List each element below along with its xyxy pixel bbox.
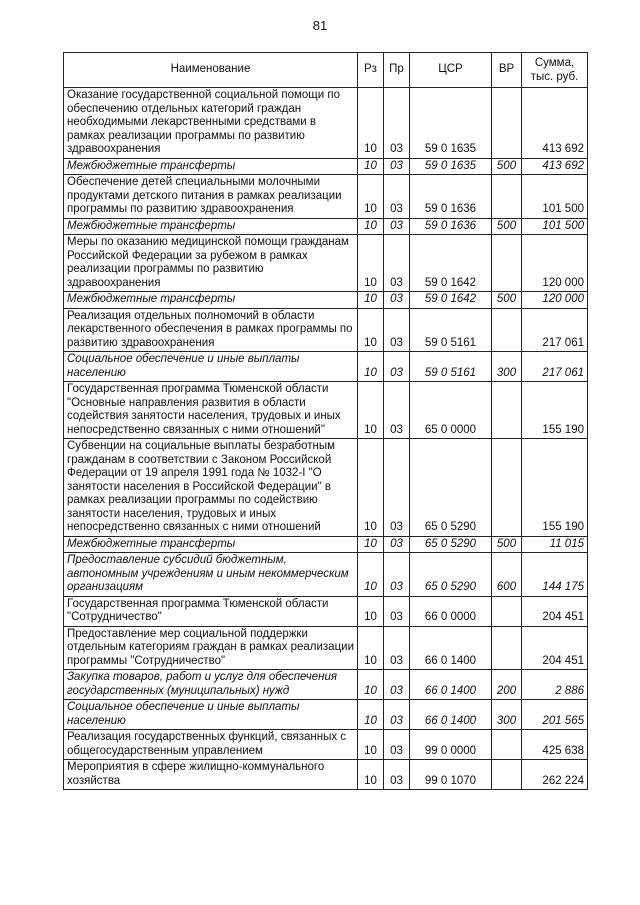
cell-csr: 59 0 1642 <box>410 292 492 309</box>
table-row <box>64 218 588 235</box>
cell-vr <box>492 439 522 537</box>
table-row <box>64 235 588 292</box>
cell-name: Обеспечение детей специальными молочными продуктами детского питания в рамках реализации программы по развитию здравоохранения <box>64 175 358 219</box>
header-sum-line1: Сумма, <box>534 57 575 69</box>
cell-name: Межбюджетные трансферты <box>64 292 358 309</box>
cell-pr: 03 <box>384 308 410 352</box>
cell-vr <box>492 308 522 352</box>
header-sum <box>522 53 588 88</box>
cell-csr: 59 0 1642 <box>410 235 492 292</box>
cell-csr: 66 0 1400 <box>410 670 492 700</box>
cell-name: Мероприятия в сфере жилищно-коммунального хозяйства <box>64 760 358 790</box>
cell-pr: 03 <box>384 730 410 760</box>
cell-rz: 10 <box>358 626 384 670</box>
cell-rz: 10 <box>358 158 384 175</box>
cell-pr: 03 <box>384 553 410 597</box>
cell-pr: 03 <box>384 700 410 730</box>
cell-vr: 500 <box>492 158 522 175</box>
cell-sum: 413 692 <box>522 158 588 175</box>
cell-csr: 65 0 5290 <box>410 439 492 537</box>
cell-vr: 300 <box>492 352 522 382</box>
table-row <box>64 158 588 175</box>
cell-name: Закупка товаров, работ и услуг для обеспечения государственных (муниципальных) нужд <box>64 670 358 700</box>
cell-pr: 03 <box>384 760 410 790</box>
cell-rz: 10 <box>358 670 384 700</box>
cell-pr: 03 <box>384 88 410 159</box>
table-row <box>64 308 588 352</box>
cell-csr: 59 0 1636 <box>410 175 492 219</box>
cell-name: Государственная программа Тюменской области "Основные направления развития в области содействия занятости населения, трудовых и иных непосредственно связанных с ними отношений" <box>64 382 358 439</box>
budget-table <box>63 52 588 790</box>
cell-sum: 413 692 <box>522 88 588 159</box>
cell-name: Государственная программа Тюменской области "Сотрудничество" <box>64 596 358 626</box>
cell-rz: 10 <box>358 175 384 219</box>
cell-sum: 2 886 <box>522 670 588 700</box>
cell-name: Меры по оказанию медицинской помощи гражданам Российской Федерации за рубежом в рамках реализации программы по развитию здравоохранения <box>64 235 358 292</box>
table-row <box>64 626 588 670</box>
table-row <box>64 596 588 626</box>
cell-pr: 03 <box>384 218 410 235</box>
table-row <box>64 292 588 309</box>
cell-csr: 59 0 5161 <box>410 308 492 352</box>
cell-sum: 11 015 <box>522 536 588 553</box>
cell-rz: 10 <box>358 292 384 309</box>
cell-sum: 120 000 <box>522 235 588 292</box>
cell-name: Предоставление субсидий бюджетным, автономным учреждениям и иным некоммерческим организациям <box>64 553 358 597</box>
cell-name: Межбюджетные трансферты <box>64 158 358 175</box>
table-row <box>64 88 588 159</box>
cell-vr: 500 <box>492 536 522 553</box>
cell-sum: 155 190 <box>522 382 588 439</box>
cell-name: Межбюджетные трансферты <box>64 536 358 553</box>
cell-rz: 10 <box>358 439 384 537</box>
cell-rz: 10 <box>358 352 384 382</box>
cell-vr <box>492 235 522 292</box>
cell-rz: 10 <box>358 235 384 292</box>
cell-rz: 10 <box>358 730 384 760</box>
cell-rz: 10 <box>358 382 384 439</box>
cell-vr <box>492 88 522 159</box>
cell-name: Оказание государственной социальной помощи по обеспечению отдельных категорий граждан необходимыми лекарственными средствами в рамках реализации программы по развитию здравоохранения <box>64 88 358 159</box>
cell-pr: 03 <box>384 382 410 439</box>
cell-sum: 425 638 <box>522 730 588 760</box>
cell-csr: 59 0 1635 <box>410 88 492 159</box>
cell-rz: 10 <box>358 553 384 597</box>
table-row <box>64 730 588 760</box>
cell-vr <box>492 760 522 790</box>
cell-vr <box>492 382 522 439</box>
cell-sum: 101 500 <box>522 175 588 219</box>
cell-sum: 217 061 <box>522 308 588 352</box>
cell-vr: 500 <box>492 292 522 309</box>
cell-pr: 03 <box>384 175 410 219</box>
cell-vr <box>492 626 522 670</box>
header-rz: Рз <box>358 53 384 88</box>
cell-pr: 03 <box>384 235 410 292</box>
cell-pr: 03 <box>384 158 410 175</box>
header-vr: ВР <box>492 53 522 88</box>
cell-sum: 217 061 <box>522 352 588 382</box>
cell-csr: 59 0 5161 <box>410 352 492 382</box>
table-row <box>64 175 588 219</box>
table-row <box>64 700 588 730</box>
cell-csr: 59 0 1636 <box>410 218 492 235</box>
cell-name: Субвенции на социальные выплаты безработным гражданам в соответствии с Законом Российской Федерации от 19 апреля 1991 года № 1032-I "О занятости населения в Российской Федерации" в рамках реализации программы по содействию занятости населения, трудовых и иных непосредственно связанных с ними отношений <box>64 439 358 537</box>
cell-name: Реализация государственных функций, связанных с общегосударственным управлением <box>64 730 358 760</box>
header-csr: ЦСР <box>410 53 492 88</box>
cell-rz: 10 <box>358 596 384 626</box>
cell-name: Социальное обеспечение и иные выплаты населению <box>64 352 358 382</box>
cell-pr: 03 <box>384 292 410 309</box>
cell-vr: 500 <box>492 218 522 235</box>
cell-name: Социальное обеспечение и иные выплаты населению <box>64 700 358 730</box>
cell-pr: 03 <box>384 352 410 382</box>
cell-pr: 03 <box>384 439 410 537</box>
cell-sum: 155 190 <box>522 439 588 537</box>
cell-csr: 66 0 1400 <box>410 626 492 670</box>
cell-pr: 03 <box>384 626 410 670</box>
cell-pr: 03 <box>384 596 410 626</box>
table-row <box>64 760 588 790</box>
cell-name: Межбюджетные трансферты <box>64 218 358 235</box>
header-sum-line2: тыс. руб. <box>530 71 579 83</box>
cell-csr: 99 0 1070 <box>410 760 492 790</box>
cell-csr: 65 0 5290 <box>410 553 492 597</box>
cell-sum: 101 500 <box>522 218 588 235</box>
cell-sum: 204 451 <box>522 596 588 626</box>
cell-rz: 10 <box>358 88 384 159</box>
cell-sum: 262 224 <box>522 760 588 790</box>
cell-rz: 10 <box>358 536 384 553</box>
cell-vr: 300 <box>492 700 522 730</box>
cell-csr: 66 0 0000 <box>410 596 492 626</box>
table-row <box>64 536 588 553</box>
table-row <box>64 553 588 597</box>
table-row <box>64 352 588 382</box>
cell-pr: 03 <box>384 670 410 700</box>
cell-sum: 201 565 <box>522 700 588 730</box>
table-row <box>64 670 588 700</box>
cell-vr: 600 <box>492 553 522 597</box>
table-header-row <box>64 53 588 88</box>
table-row <box>64 382 588 439</box>
table-row <box>64 439 588 537</box>
page-number: 81 <box>312 18 328 33</box>
cell-name: Реализация отдельных полномочий в области лекарственного обеспечения в рамках программы по развитию здравоохранения <box>64 308 358 352</box>
table-body <box>64 88 588 790</box>
cell-pr: 03 <box>384 536 410 553</box>
header-name: Наименование <box>64 53 358 88</box>
cell-sum: 204 451 <box>522 626 588 670</box>
cell-sum: 144 175 <box>522 553 588 597</box>
cell-vr <box>492 596 522 626</box>
cell-csr: 65 0 0000 <box>410 382 492 439</box>
cell-vr: 200 <box>492 670 522 700</box>
cell-vr <box>492 175 522 219</box>
cell-vr <box>492 730 522 760</box>
cell-name: Предоставление мер социальной поддержки отдельным категориям граждан в рамках реализации программы "Сотрудничество" <box>64 626 358 670</box>
cell-csr: 65 0 5290 <box>410 536 492 553</box>
cell-rz: 10 <box>358 218 384 235</box>
cell-csr: 66 0 1400 <box>410 700 492 730</box>
cell-rz: 10 <box>358 760 384 790</box>
cell-rz: 10 <box>358 700 384 730</box>
cell-csr: 59 0 1635 <box>410 158 492 175</box>
cell-rz: 10 <box>358 308 384 352</box>
cell-csr: 99 0 0000 <box>410 730 492 760</box>
header-pr: Пр <box>384 53 410 88</box>
cell-sum: 120 000 <box>522 292 588 309</box>
